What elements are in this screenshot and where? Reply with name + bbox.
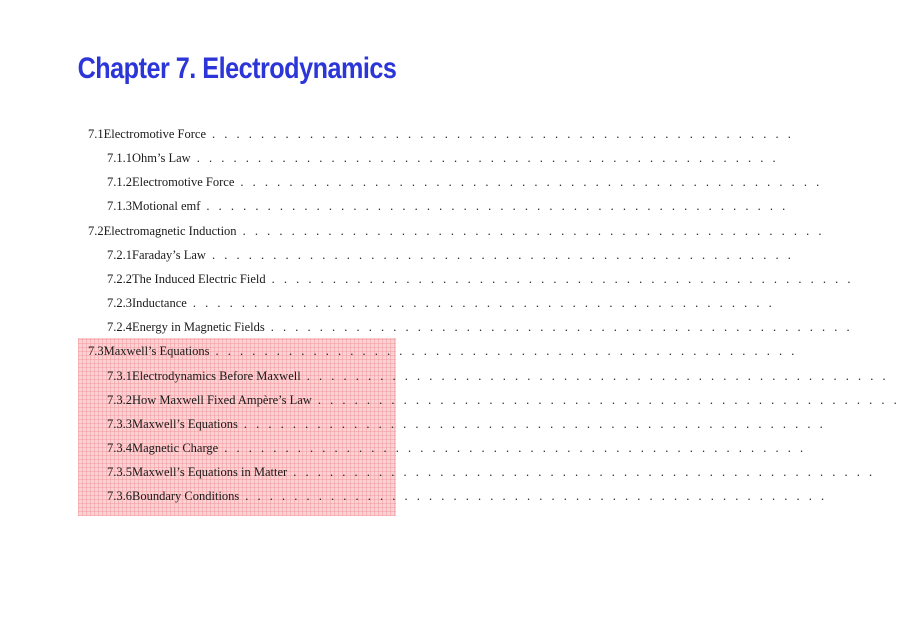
toc-entry-number: 7.3 (88, 344, 104, 358)
toc-section-entry (88, 341, 798, 361)
toc-dot-leader: . . . . . . . . . . . . . . . . . . . . . . . . . . . . . . . . . . . . . . . . . . . . . . . . (224, 441, 807, 455)
toc-entry-number: 7.3.5 (107, 465, 132, 479)
toc-subsection-entry (107, 245, 794, 265)
toc-entry-label: Magnetic Charge (132, 441, 219, 455)
toc-entry-number: 7.2.3 (107, 296, 132, 310)
toc-subsection-entry (107, 462, 876, 482)
toc-entry-number: 7.3.1 (107, 369, 132, 383)
toc-entry-number: 7.2.2 (107, 272, 132, 286)
toc-entry-label: Inductance (132, 296, 187, 310)
toc-entry-number: 7.1.2 (107, 175, 132, 189)
toc-dot-leader: . . . . . . . . . . . . . . . . . . . . . . . . . . . . . . . . . . . . . . . . . . . . . . . . (240, 175, 823, 189)
toc-dot-leader: . . . . . . . . . . . . . . . . . . . . . . . . . . . . . . . . . . . . . . . . . . . . . . . . (242, 224, 825, 238)
toc-dot-leader: . . . . . . . . . . . . . . . . . . . . . . . . . . . . . . . . . . . . . . . . . . . . . . . . (245, 489, 828, 503)
toc-subsection-entry (107, 366, 889, 386)
toc-entry-label: Ohm’s Law (132, 151, 191, 165)
toc-dot-leader: . . . . . . . . . . . . . . . . . . . . . . . . . . . . . . . . . . . . . . . . . . . . . . . . (196, 151, 779, 165)
toc-entry-label: Energy in Magnetic Fields (132, 320, 265, 334)
toc-dot-leader: . . . . . . . . . . . . . . . . . . . . . . . . . . . . . . . . . . . . . . . . . . . . . . . . (211, 248, 794, 262)
toc-subsection-entry (107, 148, 779, 168)
toc-entry-number: 7.3.2 (107, 393, 132, 407)
toc-subsection-entry (107, 293, 775, 313)
toc-dot-leader: . . . . . . . . . . . . . . . . . . . . . . . . . . . . . . . . . . . . . . . . . . . . . . . . (192, 296, 775, 310)
toc-dot-leader: . . . . . . . . . . . . . . . . . . . . . . . . . . . . . . . . . . . . . . . . . . . . . . . . (306, 369, 889, 383)
toc-entry-label: Faraday’s Law (132, 248, 206, 262)
toc-entry-number: 7.3.6 (107, 489, 132, 503)
toc-entry-label: Electromotive Force (103, 127, 207, 141)
toc-dot-leader: . . . . . . . . . . . . . . . . . . . . . . . . . . . . . . . . . . . . . . . . . . . . . . . . (243, 417, 826, 431)
toc-subsection-entry (107, 172, 823, 192)
toc-subsection-entry (107, 486, 828, 506)
toc-entry-label: Maxwell’s Equations (132, 417, 238, 431)
toc-dot-leader: . . . . . . . . . . . . . . . . . . . . . . . . . . . . . . . . . . . . . . . . . . . . . . . . (212, 127, 794, 141)
toc-entry-number: 7.2.4 (107, 320, 132, 334)
toc-dot-leader: . . . . . . . . . . . . . . . . . . . . . . . . . . . . . . . . . . . . . . . . . . . . . . . . (293, 465, 876, 479)
toc-entry-label: Electrodynamics Before Maxwell (132, 369, 301, 383)
toc-dot-leader: . . . . . . . . . . . . . . . . . . . . . . . . . . . . . . . . . . . . . . . . . . . . . . . . (215, 344, 798, 358)
toc-dot-leader: . . . . . . . . . . . . . . . . . . . . . . . . . . . . . . . . . . . . . . . . . . . . . . . . (317, 393, 900, 407)
toc-subsection-entry (107, 269, 854, 289)
toc-entry-label: Motional emf (132, 199, 201, 213)
toc-entry-number: 7.3.3 (107, 417, 132, 431)
toc-entry-label: Maxwell’s Equations in Matter (132, 465, 288, 479)
toc-entry-label: The Induced Electric Field (132, 272, 266, 286)
toc-subsection-entry (107, 390, 900, 410)
toc-entry-label: Boundary Conditions (132, 489, 240, 503)
page-title: Chapter 7. Electrodynamics (77, 52, 397, 85)
toc-entry-number: 7.2.1 (107, 248, 132, 262)
toc-subsection-entry (107, 414, 826, 434)
toc-subsection-entry (107, 317, 853, 337)
toc-section-entry (88, 124, 794, 144)
toc-entry-label: How Maxwell Fixed Ampère’s Law (132, 393, 312, 407)
toc-entry-number: 7.1.1 (107, 151, 132, 165)
toc-dot-leader: . . . . . . . . . . . . . . . . . . . . . . . . . . . . . . . . . . . . . . . . . . . . . . . . (206, 199, 789, 213)
toc-entry-number: 7.2 (88, 224, 104, 238)
toc-entry-label: Maxwell’s Equations (103, 344, 210, 358)
toc-entry-number: 7.1.3 (107, 199, 132, 213)
toc-subsection-entry (107, 196, 789, 216)
toc-entry-number: 7.3.4 (107, 441, 132, 455)
toc-dot-leader: . . . . . . . . . . . . . . . . . . . . . . . . . . . . . . . . . . . . . . . . . . . . . . . . (270, 320, 853, 334)
toc-subsection-entry (107, 438, 807, 458)
toc-entry-number: 7.1 (88, 127, 104, 141)
toc-entry-label: Electromotive Force (132, 175, 235, 189)
toc-section-entry (88, 221, 825, 241)
toc-entry-label: Electromagnetic Induction (103, 224, 237, 238)
toc-dot-leader: . . . . . . . . . . . . . . . . . . . . . . . . . . . . . . . . . . . . . . . . . . . . . . . . (271, 272, 854, 286)
